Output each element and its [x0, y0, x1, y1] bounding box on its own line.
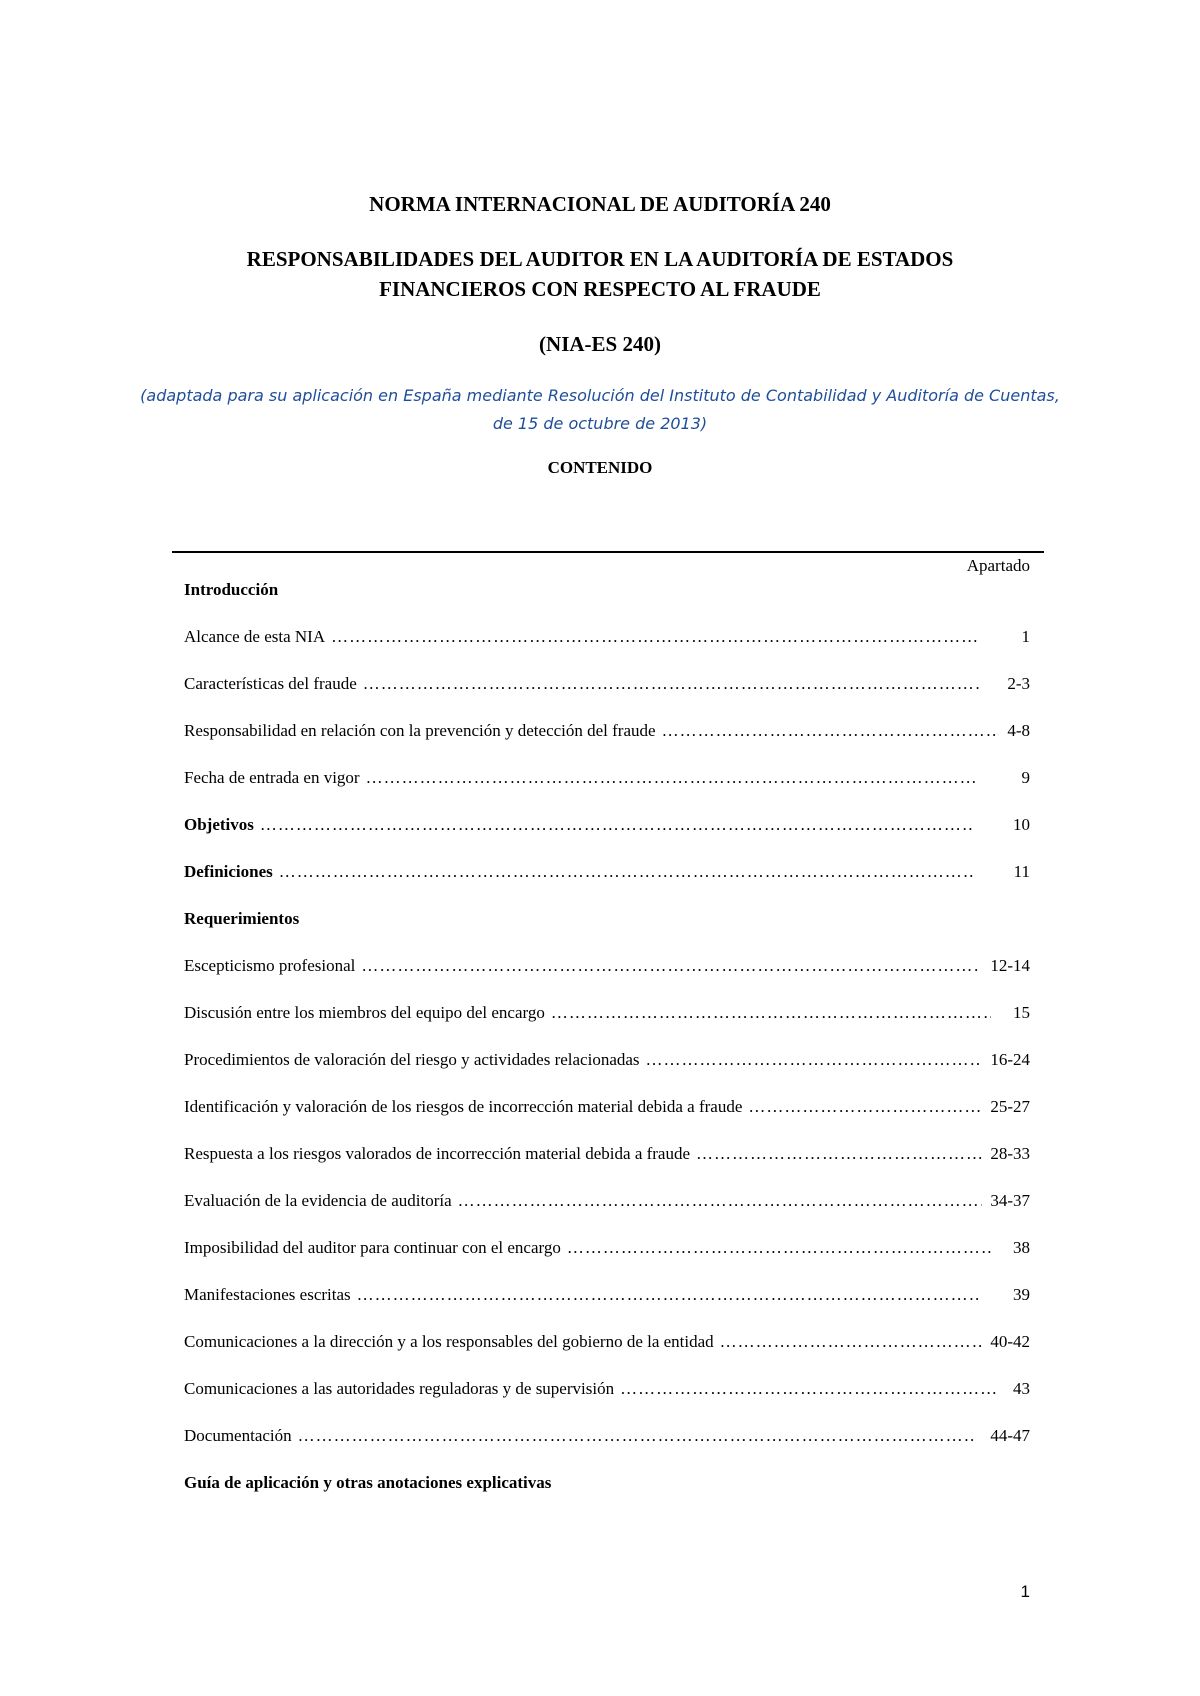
toc-section-heading	[184, 1473, 1030, 1497]
document-subtitle-line-2: FINANCIEROS CON RESPECTO AL FRAUDE	[379, 277, 821, 301]
toc-entry-label: Identificación y valoración de los riesgos de incorrección material debida a fraude	[184, 1097, 743, 1116]
column-header-apartado: Apartado	[966, 556, 1030, 575]
document-subtitle-line-1: RESPONSABILIDADES DEL AUDITOR EN LA AUDITORÍA DE ESTADOS	[246, 247, 954, 271]
toc-entry-label: Comunicaciones a las autoridades reguladoras y de supervisión	[184, 1379, 615, 1398]
toc-entry	[184, 627, 1030, 651]
toc-section-heading	[184, 909, 1030, 933]
toc-entry-reference: 1	[1021, 627, 1030, 646]
toc-entry-reference: 16-24	[990, 1050, 1030, 1069]
toc-entry	[184, 1144, 1030, 1168]
toc-entry-reference: 43	[1013, 1379, 1030, 1398]
toc-leader-dots	[696, 1144, 982, 1164]
toc-leader-dots	[361, 956, 979, 976]
toc-entry	[184, 721, 1030, 745]
toc-entry-label: Responsabilidad en relación con la prevención y detección del fraude	[184, 721, 656, 740]
toc-entry	[184, 1238, 1030, 1262]
toc-entry-reference: 44-47	[990, 1426, 1030, 1445]
page-number: 1	[1020, 1582, 1030, 1601]
toc-entry-reference: 25-27	[990, 1097, 1030, 1116]
toc-entry	[184, 1191, 1030, 1215]
toc-heading-label: Guía de aplicación y otras anotaciones explicativas	[184, 1473, 552, 1492]
toc-leader-dots	[331, 627, 977, 647]
toc-entry	[184, 862, 1030, 886]
toc-entry	[184, 674, 1030, 698]
toc-entry-reference: 4-8	[1007, 721, 1030, 740]
toc-leader-dots	[567, 1238, 993, 1258]
toc-leader-dots	[298, 1426, 975, 1446]
toc-entry	[184, 1285, 1030, 1309]
toc-entry-reference: 10	[1013, 815, 1030, 834]
toc-entry-label: Alcance de esta NIA	[184, 627, 326, 646]
document-title: NORMA INTERNACIONAL DE AUDITORÍA 240	[369, 192, 831, 216]
contents-heading: CONTENIDO	[547, 458, 653, 477]
toc-leader-dots	[646, 1050, 983, 1070]
toc-entry-reference: 38	[1013, 1238, 1030, 1257]
toc-entry-label: Escepticismo profesional	[184, 956, 356, 975]
toc-entry-label: Comunicaciones a la dirección y a los responsables del gobierno de la entidad	[184, 1332, 714, 1351]
toc-entry-reference: 28-33	[990, 1144, 1030, 1163]
toc-entry-reference: 2-3	[1007, 674, 1030, 693]
toc-entry-label: Documentación	[184, 1426, 292, 1445]
toc-entry-label: Discusión entre los miembros del equipo del encargo	[184, 1003, 545, 1022]
toc-heading-label: Requerimientos	[184, 909, 300, 928]
toc-leader-dots	[720, 1332, 983, 1352]
toc-entry-reference: 11	[1013, 862, 1030, 881]
toc-entry	[184, 1050, 1030, 1074]
toc-section-heading	[184, 580, 1030, 604]
toc-entry-label: Manifestaciones escritas	[184, 1285, 351, 1304]
toc-entry	[184, 1379, 1030, 1403]
toc-entry-label: Imposibilidad del auditor para continuar con el encargo	[184, 1238, 561, 1257]
toc-entry	[184, 1332, 1030, 1356]
toc-entry-reference: 34-37	[990, 1191, 1030, 1210]
toc-entry-label: Fecha de entrada en vigor	[184, 768, 360, 787]
toc-entry-reference: 9	[1021, 768, 1030, 787]
toc-leader-dots	[458, 1191, 983, 1211]
toc-leader-dots	[748, 1097, 982, 1117]
toc-entry-label: Definiciones	[184, 862, 273, 881]
toc-leader-dots	[357, 1285, 979, 1305]
toc-leader-dots	[662, 721, 999, 741]
toc-entry	[184, 1426, 1030, 1450]
toc-heading-label: Introducción	[184, 580, 279, 599]
toc-entry	[184, 768, 1030, 792]
toc-entry-reference: 15	[1013, 1003, 1030, 1022]
adaptation-note: (adaptada para su aplicación en España mediante Resolución del Instituto de Contabilidad y Auditoría de Cuentas, de 15 de octubre de 2013)	[140, 386, 1060, 433]
contents-divider	[172, 551, 1044, 553]
toc-leader-dots	[366, 768, 980, 788]
toc-leader-dots	[620, 1379, 996, 1399]
toc-entry-label: Evaluación de la evidencia de auditoría	[184, 1191, 452, 1210]
toc-leader-dots	[363, 674, 979, 694]
toc-entry-label: Procedimientos de valoración del riesgo y actividades relacionadas	[184, 1050, 640, 1069]
toc-leader-dots	[260, 815, 973, 835]
toc-entry	[184, 956, 1030, 980]
toc-entry	[184, 1003, 1030, 1027]
toc-entry-reference: 12-14	[990, 956, 1030, 975]
toc-entry-reference: 40-42	[990, 1332, 1030, 1351]
toc-leader-dots	[279, 862, 974, 882]
document-code: (NIA-ES 240)	[539, 332, 661, 356]
toc-entry-label: Objetivos	[184, 815, 254, 834]
toc-leader-dots	[551, 1003, 992, 1023]
toc-entry-label: Respuesta a los riesgos valorados de incorrección material debida a fraude	[184, 1144, 691, 1163]
toc-entry-label: Características del fraude	[184, 674, 357, 693]
toc-entry	[184, 1097, 1030, 1121]
toc-entry	[184, 815, 1030, 839]
toc-entry-reference: 39	[1013, 1285, 1030, 1304]
